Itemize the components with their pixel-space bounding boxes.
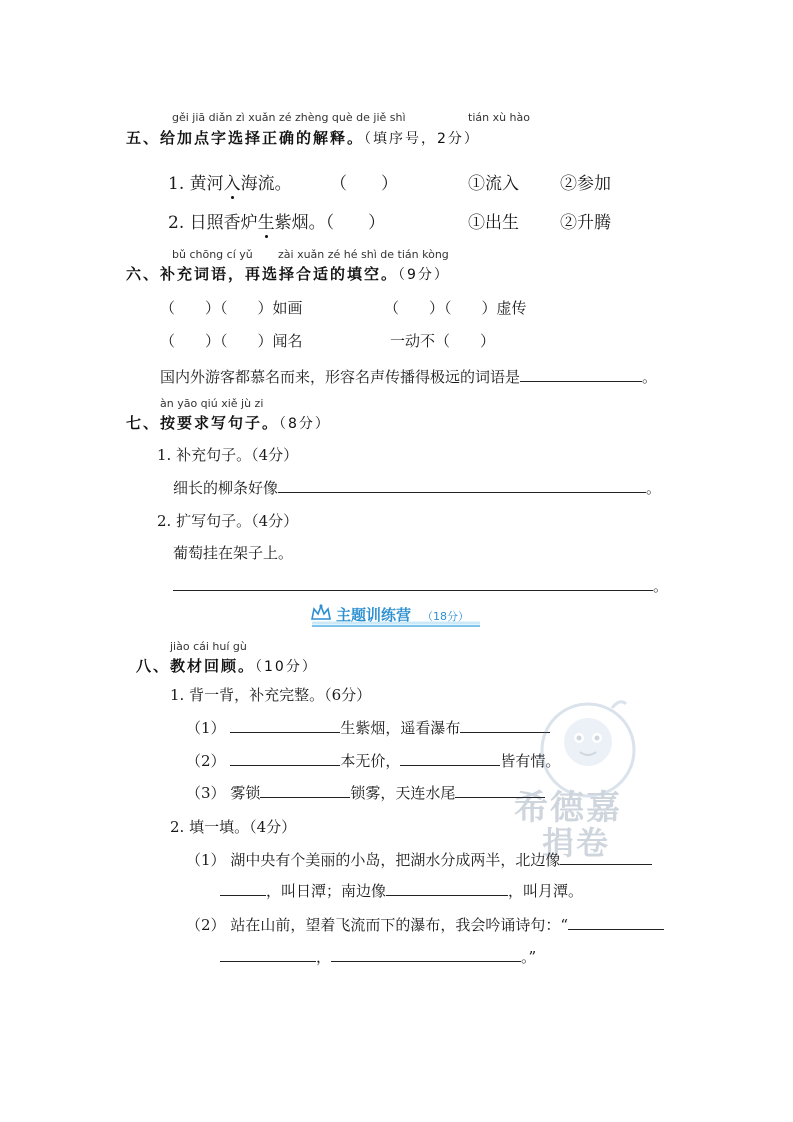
sec5-q2 bbox=[168, 208, 385, 233]
sec8-l1-text: 生紫烟，遥看瀑布 bbox=[340, 719, 461, 737]
sec7-q2-end: 。 bbox=[653, 577, 669, 595]
sec5-q2-option-1: ①出生 bbox=[468, 213, 519, 233]
sec5-q2-post[interactable]: 紫烟。（ ） bbox=[274, 213, 386, 233]
sec5-q1-post: 海流。 bbox=[240, 174, 292, 194]
theme-banner bbox=[310, 602, 482, 628]
sec6-word-1[interactable]: （ ）（ ）如画 bbox=[160, 299, 303, 317]
sec6-sentence-text: 国内外游客都慕名而来，形容名声传播得极远的词语是 bbox=[160, 368, 521, 386]
sec5-q1-num: 1. bbox=[168, 174, 185, 194]
sec7-q2-blank[interactable] bbox=[173, 576, 653, 591]
sec8-q2: 2. 填一填。（4分） bbox=[170, 818, 297, 836]
sec8-l1-num: （1） bbox=[186, 719, 226, 737]
watermark-text-2: 捐卷 bbox=[542, 824, 611, 862]
sec6-sentence-end: 。 bbox=[642, 368, 658, 386]
sec8-heading-text: 八、教材回顾。 bbox=[136, 657, 256, 675]
sec6-word-2[interactable]: （ ）（ ）虚传 bbox=[384, 299, 527, 317]
sec8-f2-num: （2） bbox=[186, 916, 226, 934]
sec8-f1-blank-2[interactable] bbox=[220, 881, 266, 896]
sec8-f1-text-a: ，叫日潭；南边像 bbox=[266, 882, 387, 900]
sec8-l2-text-a: 本无价， bbox=[340, 752, 401, 770]
sec5-q1-dot-char: 入 bbox=[224, 169, 241, 194]
sec8-f2-text-b: 。” bbox=[521, 948, 537, 966]
sec6-score: （9分） bbox=[398, 267, 450, 283]
sec5-heading-text: 五、给加点字选择正确的解释。 bbox=[126, 129, 365, 147]
sec8-f2-blank-3[interactable] bbox=[331, 947, 521, 962]
sec5-pinyin: gěi jiā diǎn zì xuǎn zé zhèng què de jiě shì bbox=[172, 111, 406, 124]
sec6-heading-text: 六、补充词语，再选择合适的填空。 bbox=[126, 265, 399, 283]
sec8-l1-blank-1[interactable] bbox=[230, 718, 340, 733]
sec7-q2-line bbox=[173, 575, 668, 596]
sec6-sentence bbox=[160, 366, 657, 387]
sec8-line-3 bbox=[186, 782, 545, 803]
sec6-pinyin-2: zài xuǎn zé hé shì de tián kòng bbox=[278, 248, 449, 261]
sec5-q2-num: 2. bbox=[168, 213, 185, 233]
sec8-q1: 1. 背一背，补充完整。（6分） bbox=[170, 686, 372, 704]
banner-score: （18分） bbox=[422, 610, 469, 623]
sec8-l2-text-b: 皆有情。 bbox=[500, 752, 561, 770]
sec7-heading bbox=[126, 412, 331, 433]
sec8-f2-blank-1[interactable] bbox=[568, 915, 664, 930]
sec6-pinyin: bǔ chōng cí yǔ bbox=[172, 248, 253, 261]
sec5-q2-option-2: ②升腾 bbox=[560, 213, 611, 233]
sec5-score: （填序号，2分） bbox=[364, 131, 480, 147]
sec8-l2-blank-1[interactable] bbox=[230, 751, 340, 766]
sec8-l2-num: （2） bbox=[186, 752, 226, 770]
sec8-f1-blank-3[interactable] bbox=[386, 881, 508, 896]
sec5-pinyin-score: tián xù hào bbox=[468, 111, 530, 124]
sec5-q2-pre: 日照香炉 bbox=[189, 213, 258, 233]
sec5-heading bbox=[126, 127, 480, 148]
sec7-q1-end: 。 bbox=[646, 479, 662, 497]
sec6-answer-blank[interactable] bbox=[520, 367, 642, 382]
sec7-q1-text: 细长的柳条好像 bbox=[173, 479, 279, 497]
sec8-l3-num: （3） bbox=[186, 784, 226, 802]
sec8-pinyin: jiào cái huí gù bbox=[170, 640, 247, 653]
sec8-heading bbox=[136, 655, 318, 676]
sec5-q1-option-1: ①流入 bbox=[468, 174, 519, 194]
banner-title: 主题训练营 bbox=[336, 606, 412, 624]
sec5-q2-dot-char: 生 bbox=[258, 208, 275, 233]
sec5-q1-option-2: ②参加 bbox=[560, 174, 611, 194]
sec8-f1-num: （1） bbox=[186, 851, 226, 869]
sec6-word-4[interactable]: 一动不（ ） bbox=[390, 332, 496, 350]
sec8-line-1 bbox=[186, 717, 550, 738]
sec5-q1-pre: 黄河 bbox=[189, 174, 224, 194]
sec7-pinyin: àn yāo qiú xiě jù zi bbox=[160, 397, 264, 410]
sec8-fill-2b bbox=[220, 946, 536, 967]
sec7-score: （8分） bbox=[279, 416, 331, 432]
sec7-q1-line bbox=[173, 477, 661, 498]
sec5-q1 bbox=[168, 169, 292, 194]
sec8-line-2 bbox=[186, 750, 560, 771]
sec8-f1-text-b: ，叫月潭。 bbox=[508, 882, 584, 900]
sec8-l2-blank-2[interactable] bbox=[400, 751, 500, 766]
sec6-heading bbox=[126, 263, 450, 284]
watermark-text-1: 希德嘉 bbox=[514, 788, 622, 828]
sec8-fill-1b bbox=[220, 880, 583, 901]
sec7-heading-text: 七、按要求写句子。 bbox=[126, 414, 280, 432]
sec8-l3-text-a: 雾锁 bbox=[230, 784, 261, 802]
crown-icon bbox=[310, 604, 332, 622]
sec8-f2-text: 站在山前，望着飞流而下的瀑布，我会吟诵诗句：“ bbox=[230, 916, 568, 934]
sec8-f2-text-a: ， bbox=[316, 948, 332, 966]
sec5-q1-answer-paren[interactable]: （ ） bbox=[330, 174, 398, 194]
watermark-logo bbox=[508, 688, 668, 862]
sec8-f1-text: 湖中央有个美丽的小岛，把湖水分成两半，北边像 bbox=[230, 851, 561, 869]
sec8-l3-blank-1[interactable] bbox=[260, 783, 350, 798]
sec7-q1: 1. 补充句子。（4分） bbox=[157, 446, 299, 464]
sec8-f2-blank-2[interactable] bbox=[220, 947, 316, 962]
sec8-fill-2a bbox=[186, 914, 664, 935]
sec7-q1-blank[interactable] bbox=[278, 478, 646, 493]
sec8-score: （10分） bbox=[255, 659, 318, 675]
sec7-q2: 2. 扩写句子。（4分） bbox=[157, 512, 299, 530]
sec6-word-3[interactable]: （ ）（ ）闻名 bbox=[160, 332, 303, 350]
sec8-l3-text-b: 锁雾，天连水尾 bbox=[350, 784, 456, 802]
sec7-q2-text: 葡萄挂在架子上。 bbox=[173, 544, 294, 562]
